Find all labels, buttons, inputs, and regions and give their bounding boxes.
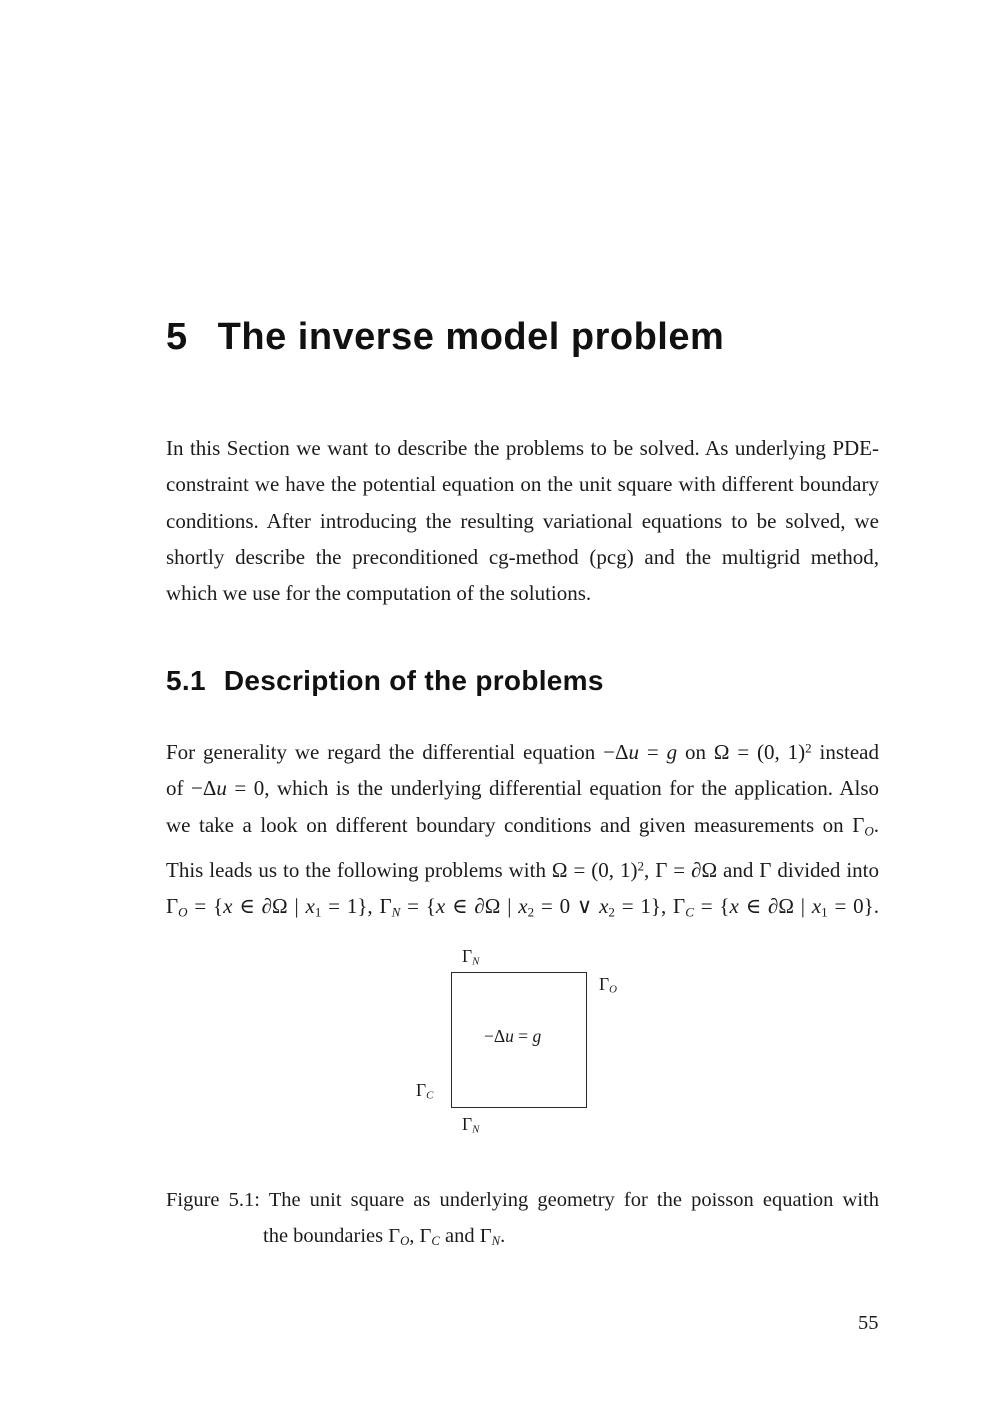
paragraph-intro <box>166 430 879 611</box>
text-line: $\Gamma_O = \{x$ ∈ ∂Ω | $x_1 = 1$}, $\Gamma_N = \{x$ ∈ ∂Ω | $x_2 = 0$ ∨ $x_2 = 1$}, $\Gamma_C = \{x$ ∈ ∂Ω | $x_1 = 0$}. <box>166 894 879 920</box>
section-number: 5.1 <box>166 665 206 696</box>
text-line: conditions. After introducing the resulting variational equations to be solved, we <box>166 508 879 533</box>
boundary-label-gamma-o: $\Gamma_O$ <box>599 974 617 996</box>
boundary-label-gamma-n-bottom: $\Gamma_N$ <box>462 1114 480 1136</box>
paragraph-problems <box>166 852 879 925</box>
text-line: In this Section we want to describe the problems to be solved. As underlying PDE- <box>166 436 879 460</box>
paragraph-generality <box>166 734 879 843</box>
text-line: For generality we regard the differential equation −Δu = g on Ω = (0, 1)$^2$ instead <box>166 740 880 764</box>
figure-equation: −Δu = g <box>484 1026 542 1046</box>
chapter-number: 5 <box>166 316 188 358</box>
page-number: 55 <box>858 1312 879 1334</box>
caption-line: the boundaries $\Gamma_O$, $\Gamma_C$ and $\Gamma_N$. <box>263 1225 506 1249</box>
figure-caption <box>166 1182 879 1255</box>
text-line: which we use for the computation of the solutions. <box>166 581 592 606</box>
section-title: Description of the problems <box>223 665 604 696</box>
text-line: constraint we have the potential equation on the unit square with different boundary <box>166 472 879 497</box>
chapter-title: The inverse model problem <box>217 316 725 358</box>
text-line: we take a look on different boundary conditions and given measurements on $\Gamma_O$. <box>166 812 879 838</box>
boundary-label-gamma-c: $\Gamma_C$ <box>416 1080 434 1102</box>
text-line: of −Δu = 0, which is the underlying differential equation for the application. Also <box>166 776 879 801</box>
text-line: This leads us to the following problems with Ω = (0, 1)$^2$, Γ = ∂Ω and Γ divided into <box>166 858 879 882</box>
boundary-label-gamma-n-top: $\Gamma_N$ <box>462 946 480 968</box>
caption-line: Figure 5.1: The unit square as underlying geometry for the poisson equation with <box>166 1189 879 1211</box>
section-heading <box>166 665 604 697</box>
chapter-heading <box>166 316 724 358</box>
text-line: shortly describe the preconditioned cg-method (pcg) and the multigrid method, <box>166 544 879 569</box>
